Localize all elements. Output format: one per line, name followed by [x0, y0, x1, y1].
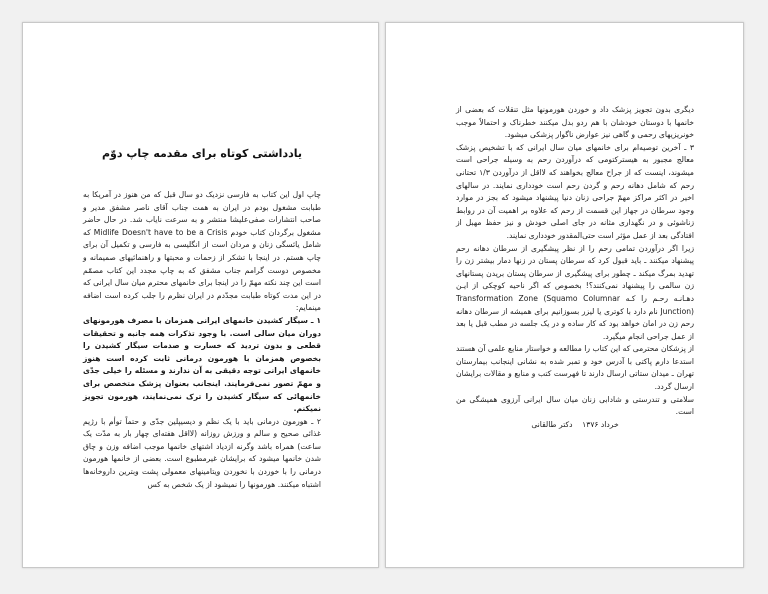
paragraph: چاپ اول این کتاب به فارسی نزدیک دو سال قبل که من هنوز در آمریکا به طبابت مشغول بودم در ایران به همت جناب آقای ناصر مشفق مدیر و صاحب انتشارات صفی‌علیشا منتشر و به سرعت نایاب شد. در حال حاضر مشغول برگردان کتاب خودم Midlife Doesn't have to be a Crisis که شامل یائسگی زنان و مردان است از انگلیسی به فارسی و تکمیل آن برای چاپ هستم. در اینجا با تشکر از زحمات و محبتها و راهنمائیهای صمیمانه و مخصوص دوست گرامم جناب مشفق که به چاپ مجدد این کتاب مصمّم است این چند نکته مهمّ را در اینجا برای خانمهای محترم میان سال ایرانی که در این مدت کوتاه طبابت مجدّدم در ایران نظرم را جلب کرده است اضافه مینمایم: — [83, 190, 321, 313]
paragraph: ۱ ـ سیگار کشیدن خانمهای ایرانی همزمان با مصرف هورمونهای دوران میان سالی است. با وجود تذکرات همه جانبه و تحقیقات قطعی و بدون تردید که خسارت و صدمات سیگار کشیدن را بخصوص همزمان با هورمون درمانی ثابت کرده است هنوز خانمهای ایرانی توجه دقیقی به آن ندارند و مسئله را خیلی جدّی و مهمّ تصور نمی‌فرمایند. اینجانب بعنوان پزشک متخصص برای خانمهائی که سیگار کشیدن را ترک نمی‌نمایند، هورمون تجویز نمیکنم. — [83, 315, 321, 414]
page-heading: یادداشتی کوتاه برای مقدمه چاپ دوّم — [102, 147, 302, 160]
right-page — [385, 22, 744, 568]
left-page-text — [83, 189, 321, 491]
paragraph: سلامتی و تندرستی و شادابی زنان میان سال ایرانی آرزوی همیشگی من است. — [456, 394, 694, 417]
paragraph: از پزشکان محترمی که این کتاب را مطالعه و خواستار منابع علمی آن هستند استدعا دارم پاکتی با آدرس خود و تمبر شده به نشانی اینجانب بیمارستان تهران ـ میدان ستاتی ارسال دارند تا فهرست کتب و منابع و مقالات برایشان ارسال گردد. — [456, 344, 694, 392]
paragraph: دیگری بدون تجویز پزشک داد و خوردن هورمونها مثل تنقلات که بعضی از خانمها با دوستان خودشان با هم ردو بدل میکنند خطرناک و احتمالاً موجب خونریزیهای رحمی و گاهی نیز عوارض ناگوار پزشکی میشود. — [456, 105, 694, 140]
paragraph: زیرا اگر درآوردن تمامی رحم را از نظر پیشگیری از سرطان دهانه رحم پیشنهاد میکنند ـ باید قبول کرد که سرطان پستان در زنها دمار بیشتر زن را تهدید بمرگ میکند ـ چطور برای پیشگیری از سرطان پستان بریدن پستانهای زن سالمی را پیشنهاد نمی‌کنند؟! بخصوص که اگر ناحیه کوچکی از ایـن دهـانـه رحـم را کـه Transformation Zone (Squamo Columnar Junction) نام دارد با کوتری یا لیزر بسوزانیم برای همیشه از سرطان دهانه رحم زن در امان خواهد بود که کار ساده و در یک جلسه در مطب قبل یا بعد از عمل جراحی انجام میگیرد. — [456, 243, 694, 341]
signature-name: دکتر طالقانی — [531, 419, 573, 429]
paragraph: ۲ ـ هورمون درمانی باید با یک نظم و دیسیپلین جدّی و حتماً توأم با رژیم غذائی صحیح و سالم و ورزش روزانه (لااقل هفته‌ای چهار بار به مدّت یک ساعت) همراه باشد وگرنه ازدیاد اشتهای خانمها موجب اضافه وزن و چاق شدن خانمها میشود که برایشان غیرمطبوع است. بعضی از خانمها هورمون درمانی را با خوردن با نخوردن ویتامینهای معمولی پشت وبترین داروخانه‌ها اشتباه میکنند. هورمونها را نمیشود از یک شخص به کس — [83, 416, 321, 489]
paragraph: ۳ ـ آخرین توصیه‌ام برای خانمهای میان سال ایرانی که با تشخیص پزشک معالج مجبور به هیسترکتومی که درآوردن رحم به وسیله جراحی است میشوند، اینست که از جراح معالج بخواهند که لااقل از درآوردن ۱/۳ تحتانی رحم که شامل دهانه رحم و گردن رحم است خودداری نمایند. در سالهای اخیر در اکثر مراکز مهمّ جراحی زنان دنیا پیشنهاد میشود که بجز در موارد وجود سرطان در جهاز این قسمت از رحم که علاوه بر اهمیت آن در روابط زناشوئی و در نگهداری مثانه در جای اصلی خودش و نیز حفظ مهبل از افتادگی بعد از عمل مؤثر است حتی‌المقدور خودداری نمایند. — [456, 142, 694, 240]
left-page — [22, 22, 379, 568]
signature-line — [456, 419, 694, 432]
right-page-text — [456, 104, 694, 431]
signature-date: خرداد ۱۳۷۶ — [582, 419, 619, 429]
